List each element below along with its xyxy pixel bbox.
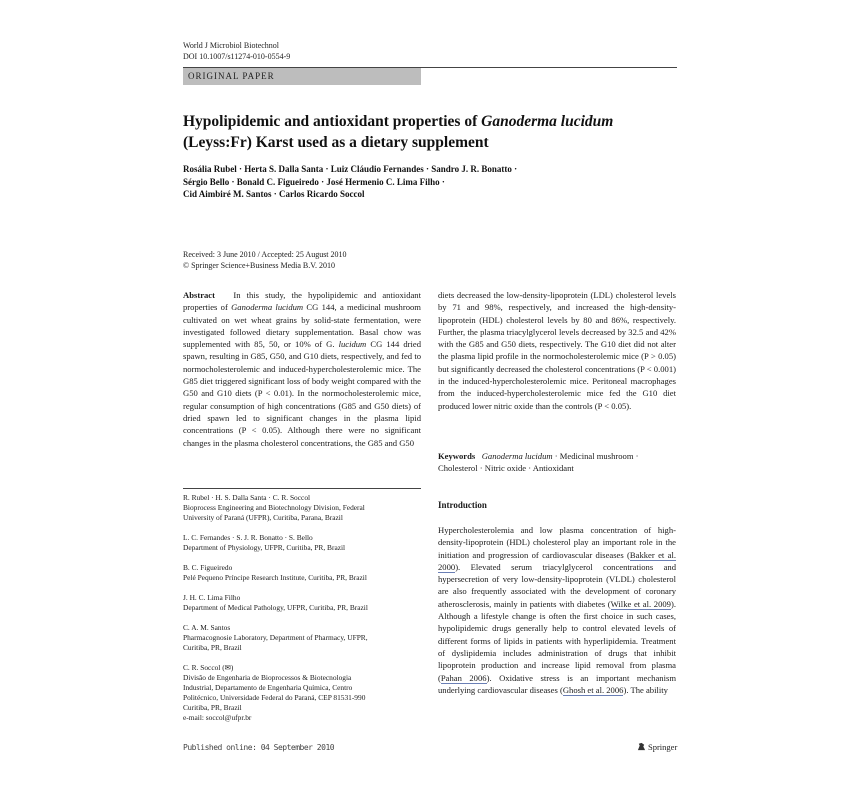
affiliation-line: Curitiba, PR, Brazil xyxy=(183,703,242,712)
affiliation-group xyxy=(183,593,421,613)
journal-name: World J Microbiol Biotechnol xyxy=(183,41,280,50)
journal-info xyxy=(183,40,290,62)
affiliation-names: C. R. Soccol (✉) xyxy=(183,663,234,672)
doi[interactable]: DOI 10.1007/s11274-010-0554-9 xyxy=(183,52,291,61)
publisher-name: Springer xyxy=(648,742,678,752)
introduction-heading: Introduction xyxy=(438,500,487,510)
affiliation-line: Politécnico, Universidade Federal do Paraná, CEP 81531-990 xyxy=(183,693,366,702)
affiliation-group xyxy=(183,563,421,583)
intro-text: ). Elevated serum triacylglycerol concentrations and hypersecretion of very low-density-lipoprotein (VLDL) cholesterol are also frequently associated with the development of coronary atherosclerosis, mainly in patients with diabetes ( xyxy=(438,561,676,609)
keywords xyxy=(438,450,676,475)
affiliation-line: Pelé Pequeno Príncipe Research Institute, Curitiba, PR, Brazil xyxy=(183,573,367,582)
affiliation-line: University of Paraná (UFPR), Curitiba, Parana, Brazil xyxy=(183,513,343,522)
abstract-text: CG 144, a medicinal mushroom cultivated on wet wheat grains by solid-state fermentation, were investigated followed dietary supplementation. Basal chow was supplemented with 85, 50, or 10% of G. xyxy=(183,302,421,350)
citation-link[interactable]: Ghosh et al. 2006 xyxy=(562,684,624,695)
keyword-species: Ganoderma lucidum xyxy=(481,451,553,461)
springer-horse-icon xyxy=(637,742,646,751)
affiliation-line: Department of Physiology, UFPR, Curitiba, PR, Brazil xyxy=(183,543,346,552)
title-text-2: (Leyss:Fr) Karst used as a dietary supplement xyxy=(183,134,489,151)
author-list xyxy=(183,163,677,201)
keywords-list: · Medicinal mushroom · Cholesterol · Nitric oxide · Antioxidant xyxy=(438,451,639,474)
affiliation-line[interactable]: e-mail: soccol@ufpr.br xyxy=(183,713,252,722)
abstract-species: Ganoderma lucidum xyxy=(231,302,304,313)
author-line: Sérgio Bello · Bonald C. Figueiredo · José Hermenio C. Lima Filho · xyxy=(183,176,445,187)
author-line: Cid Aimbiré M. Santos · Carlos Ricardo Soccol xyxy=(183,189,365,199)
publisher-logo xyxy=(637,742,677,752)
affiliation-line: Curitiba, PR, Brazil xyxy=(183,643,242,652)
affiliation-line: Divisão de Engenharia de Bioprocessos & Biotecnologia xyxy=(183,673,352,682)
keywords-heading: Keywords xyxy=(438,451,476,461)
intro-text: Hypercholesterolemia and low plasma concentration of high-density-lipoprotein (HDL) cholesterol play an important role in the initiation and progression of cardiovascular diseases ( xyxy=(438,525,676,560)
affiliation-names: C. A. M. Santos xyxy=(183,623,231,632)
citation-link[interactable]: Pahan 2006 xyxy=(440,672,487,683)
author-line: Rosália Rubel · Herta S. Dalla Santa · Luiz Cláudio Fernandes · Sandro J. R. Bonatto · xyxy=(183,164,518,174)
published-online: Published online: 04 September 2010 xyxy=(183,743,335,752)
affiliation-group xyxy=(183,533,421,553)
abstract-right-column xyxy=(438,289,676,412)
affiliations-rule xyxy=(183,488,421,489)
affiliation-names: L. C. Fernandes · S. J. R. Bonatto · S. Bello xyxy=(183,533,313,542)
title-species: Ganoderma lucidum xyxy=(481,113,614,130)
affiliation-group xyxy=(183,493,421,523)
abstract-left-column xyxy=(183,289,421,449)
abstract-text-continued: diets decreased the low-density-lipoprotein (LDL) cholesterol levels by 71 and 98%, respectively, and increased the high-density-lipoprotein (HDL) cholesterol levels by 80 and 86%, respectively. Further, the plasma triacylglycerol levels decreased by 32.5 and 42% with the G85 and G50 diets, respectively. The G10 diet did not alter the plasma lipid profile in the normocholesterolemic mice (P > 0.05) but significantly decreased the cholesterol concentrations (P < 0.001) in the induced-hypercholesterolemic mice. Peritoneal macrophages from the induced-hypercholesterolemic mice fed the G10 diet produced lower nitric oxide than the controls (P < 0.05). xyxy=(438,290,676,411)
paper-title xyxy=(183,111,677,153)
affiliation-line: Department of Medical Pathology, UFPR, Curitiba, PR, Brazil xyxy=(183,603,368,612)
received-date: Received: 3 June 2010 / Accepted: 25 August 2010 xyxy=(183,250,347,259)
affiliation-group xyxy=(183,663,421,723)
affiliation-line: Bioprocess Engineering and Biotechnology Division, Federal xyxy=(183,503,365,512)
affiliation-line: Industrial, Departamento de Engenharia Química, Centro xyxy=(183,683,353,692)
intro-text: ). Although a lifestyle change is often the first choice in such cases, hypolipidemic drugs generally help to control elevated levels of different forms of lipids in patients with hyperlipidemia. Treatment of dyslipidemia includes administration of drugs that inhibit lipoprotein production and increase lipid removal from plasma ( xyxy=(438,598,676,683)
abstract-text: In this study, the hypolipidemic and antioxidant properties of xyxy=(183,290,421,313)
title-text-1: Hypolipidemic and antioxidant properties of xyxy=(183,113,482,130)
affiliation-line: Pharmacognosie Laboratory, Department of Pharmacy, UFPR, xyxy=(183,633,368,642)
article-type-banner: ORIGINAL PAPER xyxy=(183,68,421,85)
intro-text: ). The ability xyxy=(623,684,668,695)
abstract-species: lucidum xyxy=(338,339,367,350)
affiliation-group xyxy=(183,623,421,653)
abstract-text: CG 144 dried spawn, resulting in G85, G50, and G10 diets, respectively, and fed to normocholesterolemic and induced-hypercholesterolemic mice. The G85 diet triggered significant loss of body weight compared with the G50 and G10 diets (P < 0.01). In the normocholesterolemic mice, regular consumption of high concentrations (G85 and G50 diets) of dried spawn led to significant changes in the plasma lipid concentrations (P < 0.05). Although there were no significant changes in the plasma cholesterol concentrations, the G85 and G50 xyxy=(183,339,421,448)
affiliation-names: R. Rubel · H. S. Dalla Santa · C. R. Soccol xyxy=(183,493,311,502)
affiliation-names: J. H. C. Lima Filho xyxy=(183,593,241,602)
abstract-heading: Abstract xyxy=(183,290,215,300)
citation-link[interactable]: Wilke et al. 2009 xyxy=(610,598,671,609)
affiliations xyxy=(183,493,421,733)
article-dates xyxy=(183,249,347,271)
introduction-text xyxy=(438,524,676,696)
intro-text: ). Oxidative stress is an important mechanism underlying cardiovascular diseases ( xyxy=(438,672,677,695)
copyright: © Springer Science+Business Media B.V. 2010 xyxy=(183,261,335,270)
citation-link[interactable]: Bakker et al. 2000 xyxy=(438,549,676,572)
affiliation-names: B. C. Figueiredo xyxy=(183,563,233,572)
